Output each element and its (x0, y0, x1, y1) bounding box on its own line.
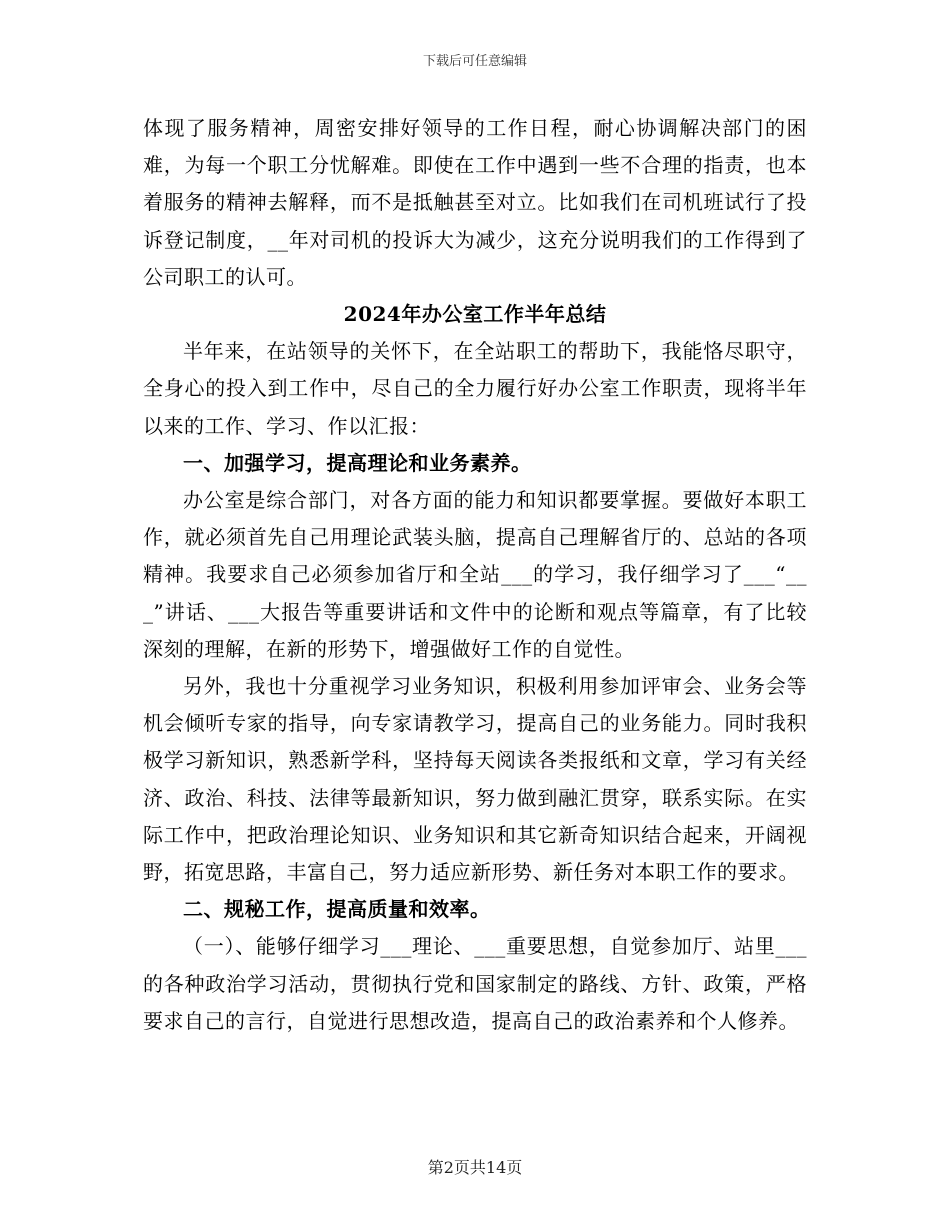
continuation-paragraph: 体现了服务精神，周密安排好领导的工作日程，耐心协调解决部门的困难，为每一个职工分忧解难。即使在工作中遇到一些不合理的指责，也本着服务的精神去解释，而不是抵触甚至对立。比如我们在司机班试行了投诉登记制度，__年对司机的投诉大为减少，这充分说明我们的工作得到了公司职工的认可。 (143, 116, 807, 289)
section-2-heading: 二、规秘工作，提高质量和效率。 (183, 897, 491, 922)
section-1-paragraph-2: 另外，我也十分重视学习业务知识，积极利用参加评审会、业务会等机会倾听专家的指导，向专家请教学习，提高自己的业务能力。同时我积极学习新知识，熟悉新学科，坚持每天阅读各类报纸和文章，学习有关经济、政治、科技、法律等最新知识，努力做到融汇贯穿，联系实际。在实际工作中，把政治理论知识、业务知识和其它新奇知识结合起来，开阔视野，拓宽思路，丰富自己，努力适应新形势、新任务对本职工作的要求。 (143, 674, 807, 885)
page-header: 下载后可任意编辑 (422, 54, 527, 69)
section-2-paragraph-1: （一）、能够仔细学习___理论、___重要思想，自觉参加厅、站里___的各种政治学习活动，贯彻执行党和国家制定的路线、方针、政策，严格要求自己的言行，自觉进行思想改造，提高自己的政治素养和个人修养。 (143, 934, 807, 1033)
section-1-heading: 一、加强学习，提高理论和业务素养。 (183, 450, 532, 475)
document-body (143, 110, 807, 1040)
intro-paragraph: 半年来，在站领导的关怀下，在全站职工的帮助下，我能恪尽职守，全身心的投入到工作中，尽自己的全力履行好办公室工作职责，现将半年以来的工作、学习、作以汇报： (143, 339, 807, 438)
section-1-paragraph-1: 办公室是综合部门，对各方面的能力和知识都要掌握。要做好本职工作，就必须首先自己用理论武装头脑，提高自己理解省厅的、总站的各项精神。我要求自己必须参加省厅和全站___的学习，我仔细学习了___“___”讲话、___大报告等重要讲话和文件中的论断和观点等篇章，有了比较深刻的理解，在新的形势下，增强做好工作的自觉性。 (143, 488, 807, 661)
page-number: 第2页共14页 (427, 1158, 523, 1177)
document-title: 2024年办公室工作半年总结 (343, 302, 607, 327)
